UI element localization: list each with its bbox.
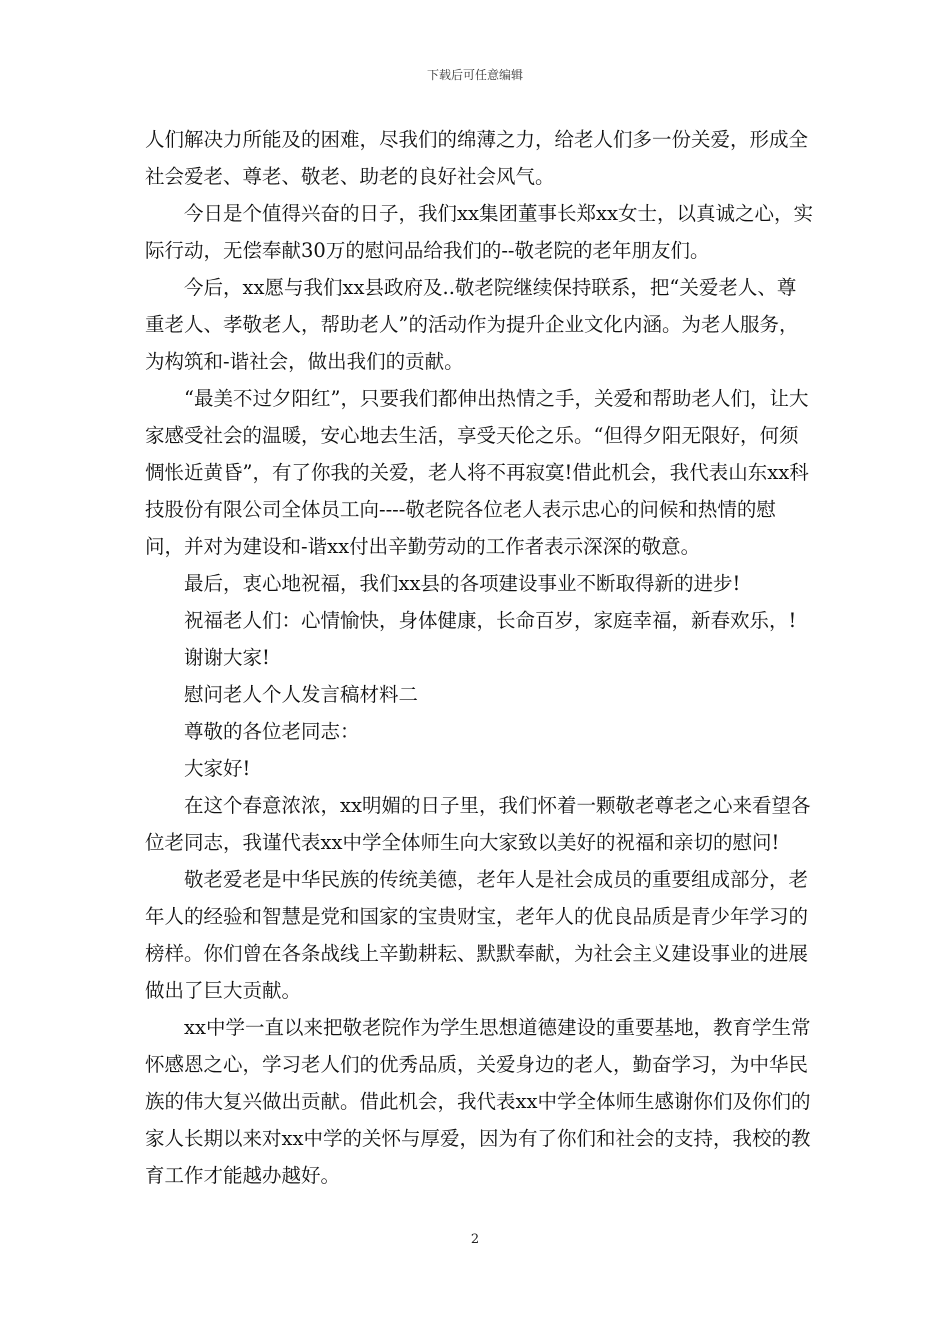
greeting: 大家好! [184, 757, 251, 780]
paragraph: 谢谢大家! [184, 646, 270, 669]
paragraph: 祝福老人们：心情愉快，身体健康，长命百岁，家庭幸福，新春欢乐，! [184, 609, 797, 632]
section-title: 慰问老人个人发言稿材料二 [184, 683, 419, 706]
paragraph: 今后，xx愿与我们xx县政府及..敬老院继续保持联系，把“关爱老人、尊重老人、孝敬老人，帮助老人”的活动作为提升企业文化内涵。为老人服务，为构筑和-谐社会，做出我们的贡献。 [145, 276, 799, 373]
paragraph: 人们解决力所能及的困难，尽我们的绵薄之力，给老人们多一份关爱，形成全社会爱老、尊老、敬老、助老的良好社会风气。 [145, 128, 809, 188]
paragraph: 在这个春意浓浓，xx明媚的日子里，我们怀着一颗敬老尊老之心来看望各位老同志，我谨代表xx中学全体师生向大家致以美好的祝福和亲切的慰问! [145, 794, 811, 854]
document-body [145, 121, 813, 1194]
page-number: 2 [470, 1232, 480, 1247]
paragraph: 今日是个值得兴奋的日子，我们xx集团董事长郑xx女士，以真诚之心，实际行动，无偿奉献30万的慰问品给我们的--敬老院的老年朋友们。 [145, 202, 813, 262]
paragraph: “最美不过夕阳红”，只要我们都伸出热情之手，关爱和帮助老人们，让大家感受社会的温暖，安心地去生活，享受天伦之乐。“但得夕阳无限好，何须惆怅近黄昏”，有了你我的关爱，老人将不再寂寞!借此机会，我代表山东xx科技股份有限公司全体员工向----敬老院各位老人表示忠心的问候和热情的慰问，并对为建设和-谐xx付出辛勤劳动的工作者表示深深的敬意。 [145, 387, 809, 558]
page-header: 下载后可任意编辑 [426, 68, 523, 82]
salutation: 尊敬的各位老同志： [184, 720, 360, 743]
paragraph: xx中学一直以来把敬老院作为学生思想道德建设的重要基地，教育学生常怀感恩之心，学习老人们的优秀品质，关爱身边的老人，勤奋学习，为中华民族的伟大复兴做出贡献。借此机会，我代表xx中学全体师生感谢你们及你们的家人长期以来对xx中学的关怀与厚爱，因为有了你们和社会的支持，我校的教育工作才能越办越好。 [145, 1016, 811, 1187]
paragraph: 敬老爱老是中华民族的传统美德，老年人是社会成员的重要组成部分，老年人的经验和智慧是党和国家的宝贵财宝，老年人的优良品质是青少年学习的榜样。你们曾在各条战线上辛勤耕耘、默默奉献，为社会主义建设事业的进展做出了巨大贡献。 [145, 868, 809, 1002]
paragraph: 最后，衷心地祝福，我们xx县的各项建设事业不断取得新的进步! [184, 572, 741, 595]
